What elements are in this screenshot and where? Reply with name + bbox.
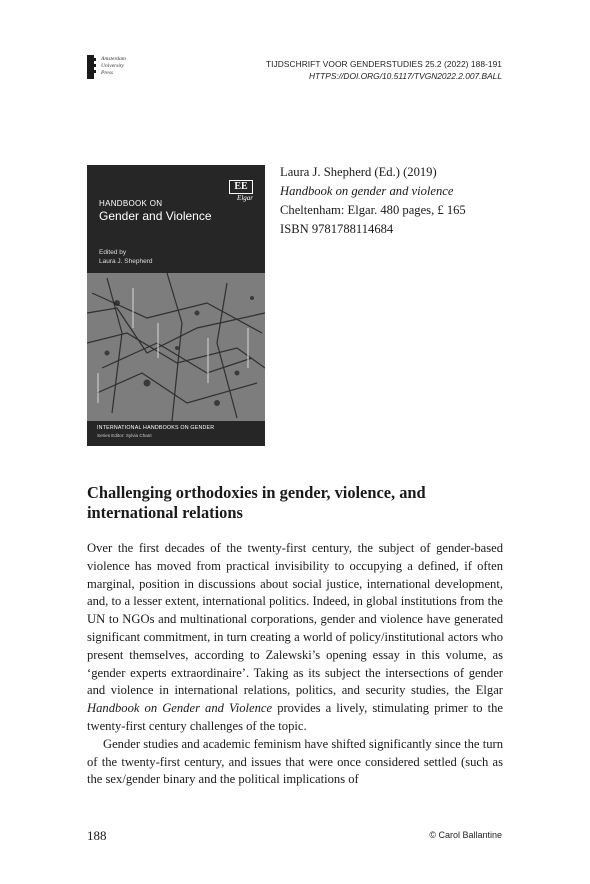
italic-title: Handbook on Gender and Violence — [87, 701, 273, 716]
logo-notch — [94, 70, 96, 73]
book-author: Laura J. Shepherd (Ed.) (2019) — [280, 165, 437, 179]
logo-line: Amsterdam — [101, 56, 126, 62]
review-heading: Challenging orthodoxies in gender, violence, and international relations — [87, 483, 426, 522]
cover-title: Gender and Violence — [99, 209, 212, 223]
review-body — [87, 540, 503, 789]
cover-series: INTERNATIONAL HANDBOOKS ON GENDER — [97, 425, 215, 431]
paragraph — [87, 540, 503, 736]
cover-publisher-name: Elgar — [237, 194, 253, 202]
book-title: Handbook on gender and violence — [280, 184, 454, 198]
logo-notch — [94, 58, 96, 61]
paragraph: Gender studies and academic feminism have shifted significantly since the turn of the twenty-first century, and issues that were once considered settled (such as the sex/gender binary and the political implications of — [87, 736, 503, 787]
copyright: © Carol Ballantine — [429, 830, 502, 840]
book-publisher: Cheltenham: Elgar. 480 pages, £ 165 — [280, 203, 466, 217]
cover-editor: Laura J. Shepherd — [99, 258, 153, 265]
logo-notch — [94, 64, 96, 67]
book-isbn: ISBN 9781788114684 — [280, 222, 394, 236]
cover-series-editor: Series Editor: Sylvia Chant — [97, 433, 152, 438]
paragraph-text: Over the first decades of the twenty-first century, the subject of gender-based violence has moved from practical invisibility to occupying a defined, if often marginal, position in discussions about social justice, international development, and, to a lesser extent, international politics. Indeed, in global institutions from the UN to NGOs and multinational corporations, gender and violence have generated significant commitment, in turn creating a world of policy/institutional actors who present themselves, according to Zalewski’s opening essay in this volume, as ‘gender experts extraordinaire’. Taking as its subject the intersections of gender and violence in international relations, politics, and security studies, the Elgar — [87, 541, 503, 698]
publisher-logo — [87, 55, 147, 79]
logo-line: University — [101, 63, 124, 69]
paragraph-text: provides a lively, stimulating primer to the twenty-first century challenges of the topic. — [87, 701, 504, 733]
cover-edited-by: Edited by — [99, 249, 127, 256]
logo-text — [101, 56, 126, 77]
doi-link[interactable]: HTTPS://DOI.ORG/10.5117/TVGN2022.2.007.BALL — [308, 71, 502, 81]
logo-line: Press — [101, 70, 114, 76]
logo-bar — [87, 55, 94, 79]
page-number: 188 — [87, 828, 107, 843]
journal-header: TIJDSCHRIFT VOOR GENDERSTUDIES 25.2 (2022) 188-191 — [266, 59, 502, 69]
cover-publisher-mark: EE — [229, 180, 253, 194]
cover-artwork — [87, 273, 265, 421]
cover-handbook-label: HANDBOOK ON — [99, 199, 163, 208]
book-info — [280, 163, 466, 239]
book-cover — [87, 165, 265, 446]
